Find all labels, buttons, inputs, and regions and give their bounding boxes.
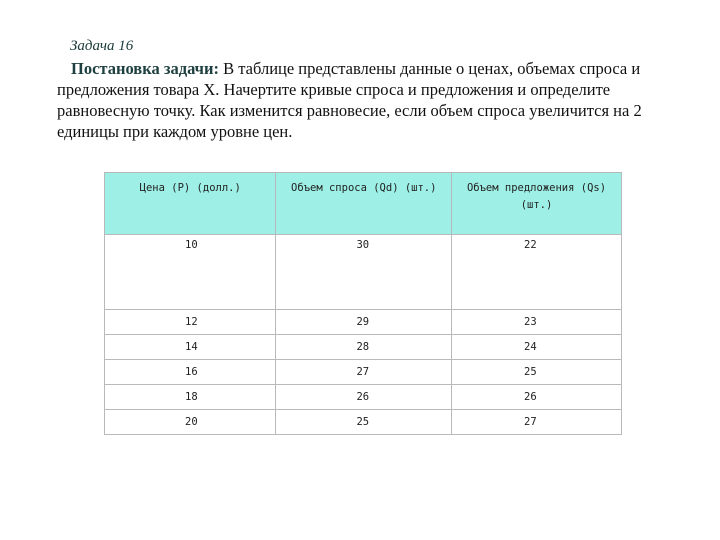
cell-supply: 25 — [452, 360, 622, 385]
cell-demand: 25 — [276, 410, 452, 435]
statement-text: В таблице представлены данные о ценах, объемах спроса и предложения товара X. Начертите кривые спроса и предложения и определите равновесную точку. Как изменится равновесие, если объем спроса увеличится на 2 единицы при каждом уровне цен. — [57, 59, 642, 141]
cell-price: 14 — [105, 335, 276, 360]
cell-price: 10 — [105, 235, 276, 310]
header-supply: Объем предложения (Qs) (шт.) — [452, 173, 622, 235]
cell-supply: 26 — [452, 385, 622, 410]
cell-price: 12 — [105, 310, 276, 335]
cell-supply: 24 — [452, 335, 622, 360]
table-row — [105, 235, 622, 310]
table-row — [105, 360, 622, 385]
cell-demand: 28 — [276, 335, 452, 360]
table-header-row — [105, 173, 622, 235]
table-row — [105, 335, 622, 360]
cell-price: 18 — [105, 385, 276, 410]
table-row — [105, 310, 622, 335]
price-quantity-table — [104, 172, 622, 435]
cell-supply: 22 — [452, 235, 622, 310]
cell-demand: 27 — [276, 360, 452, 385]
cell-supply: 23 — [452, 310, 622, 335]
task-statement — [57, 58, 667, 142]
statement-lead: Постановка задачи: — [71, 59, 219, 78]
table-row — [105, 410, 622, 435]
cell-demand: 30 — [276, 235, 452, 310]
cell-demand: 26 — [276, 385, 452, 410]
cell-demand: 29 — [276, 310, 452, 335]
cell-price: 20 — [105, 410, 276, 435]
task-title: Задача 16 — [70, 38, 134, 54]
cell-supply: 27 — [452, 410, 622, 435]
header-demand: Объем спроса (Qd) (шт.) — [276, 173, 452, 235]
table-row — [105, 385, 622, 410]
header-price: Цена (P) (долл.) — [105, 173, 276, 235]
cell-price: 16 — [105, 360, 276, 385]
